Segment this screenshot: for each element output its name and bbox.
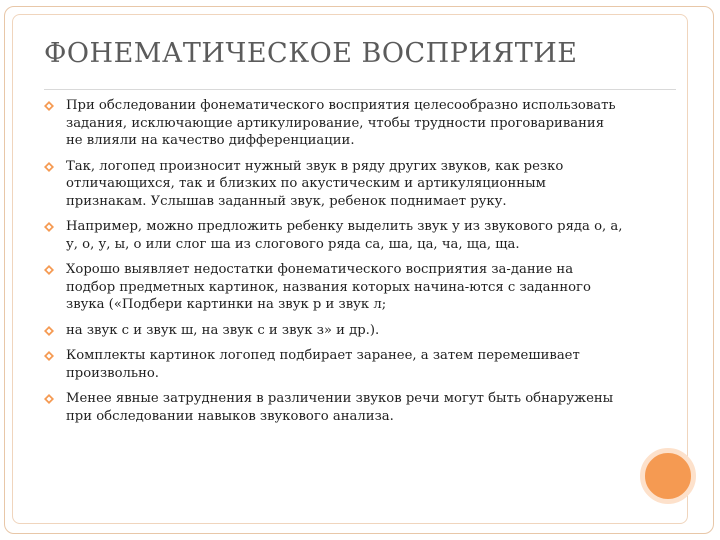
item-text: Менее явные затруднения в различении звуков речи могут быть обнаружены при обследовании навыков звукового анализа. [66,391,614,424]
diamond-bullet-icon [44,162,54,172]
item-text: Например, можно предложить ребенку выделить звук у из звукового ряда о, а, у, о, у, ы, о или слог ша из слогового ряда са, ша, ца, ча, ща, ща. [66,219,623,252]
item-text: Хорошо выявляет недостатки фонематического восприятия за-дание на подбор предметных картинок, названия которых начина-ются с заданного звука («Подбери картинки на звук р и звук л; [66,262,591,312]
list-item [44,97,624,150]
list-item [44,347,624,382]
item-text: Так, логопед произносит нужный звук в ряду других звуков, как резко отличающихся, так и близких по акустическим и артикуляционным признакам. Услышав заданный звук, ребенок поднимает руку. [66,158,564,209]
list-item [44,261,624,314]
diamond-bullet-icon [44,265,54,275]
title-divider [44,89,676,90]
orange-circle-decoration [640,448,696,504]
diamond-bullet-icon [44,326,54,336]
diamond-bullet-icon [44,222,54,232]
diamond-bullet-icon [44,101,54,111]
list-item [44,322,624,340]
diamond-bullet-icon [44,351,54,361]
item-text: на звук с и звук ш, на звук с и звук з» и др.). [66,322,380,338]
item-text: При обследовании фонематического восприятия целесообразно использовать задания, исключающие артикулирование, чтобы трудности проговаривания не влияли на качество дифференциации. [66,98,616,148]
bullet-list [44,97,624,433]
list-item [44,390,624,425]
list-item [44,218,624,253]
item-text: Комплекты картинок логопед подбирает заранее, а затем перемешивает произвольно. [66,348,580,381]
list-item [44,158,624,211]
slide-title: ФОНЕМАТИЧЕСКОЕ ВОСПРИЯТИЕ [44,38,578,69]
diamond-bullet-icon [44,394,54,404]
